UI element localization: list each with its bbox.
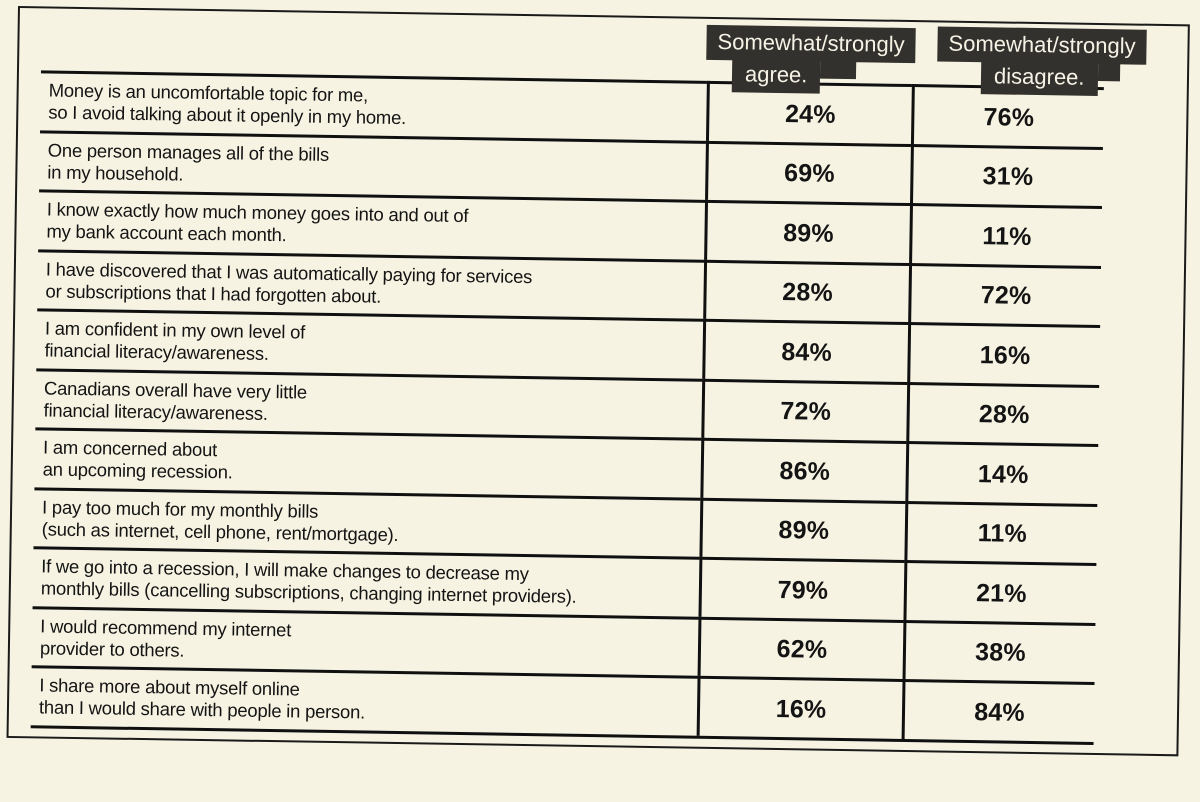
statement-cell: I know exactly how much money goes into and out of my bank account each month.	[38, 189, 705, 259]
disagree-value-cell: 38%	[903, 619, 1096, 682]
disagree-value-cell: 11%	[904, 500, 1097, 563]
disagree-value-cell: 21%	[903, 560, 1096, 623]
statement-cell: I pay too much for my monthly bills (such as internet, cell phone, rent/mortgage).	[34, 487, 701, 557]
agree-value-cell: 72%	[701, 378, 907, 441]
agree-value-cell: 28%	[703, 259, 909, 322]
statement-cell: One person manages all of the bills in my household.	[39, 130, 706, 200]
disagree-header-line2: disagree.	[981, 61, 1098, 96]
agree-header-line1: Somewhat/strongly	[706, 25, 916, 63]
statement-cell: I am concerned about an upcoming recession.	[34, 427, 701, 497]
disagree-header-line1: Somewhat/strongly	[937, 26, 1147, 64]
disagree-value-cell: 84%	[902, 679, 1095, 742]
agree-value-cell: 79%	[698, 557, 904, 620]
disagree-value-cell: 16%	[907, 322, 1100, 385]
column-header-disagree-badge	[937, 26, 1168, 97]
survey-table	[30, 70, 1104, 801]
statement-cell: Canadians overall have very little financial literacy/awareness.	[35, 368, 702, 438]
statement-cell: If we go into a recession, I will make changes to decrease my monthly bills (cancelling subscriptions, changing internet providers).	[33, 546, 700, 616]
agree-value-cell: 86%	[700, 438, 906, 501]
statement-cell: I would recommend my internet provider to others.	[32, 606, 699, 676]
statement-cell: I share more about myself online than I would share with people in person.	[31, 665, 698, 735]
disagree-value-cell: 11%	[909, 203, 1102, 266]
disagree-value-cell: 14%	[905, 441, 1098, 504]
statement-cell: I have discovered that I was automatically paying for services or subscriptions that I had forgotten about.	[37, 249, 704, 319]
survey-graphic-frame	[7, 6, 1190, 756]
agree-value-cell: 84%	[702, 319, 908, 382]
disagree-value-cell: 28%	[906, 382, 1099, 445]
agree-value-cell: 89%	[704, 200, 910, 263]
statement-cell: I am confident in my own level of financial literacy/awareness.	[36, 308, 703, 378]
agree-value-cell: 62%	[698, 616, 904, 679]
agree-value-cell: 89%	[699, 497, 905, 560]
agree-value-cell: 16%	[697, 676, 903, 739]
disagree-value-cell: 31%	[910, 144, 1103, 207]
disagree-value-cell: 72%	[908, 263, 1101, 326]
agree-value-cell: 24%	[706, 81, 912, 144]
agree-value-cell: 69%	[705, 140, 911, 203]
column-header-agree-badge	[706, 25, 937, 96]
statement-cell: Money is an uncomfortable topic for me, so I avoid talking about it openly in my home.	[40, 70, 707, 140]
agree-header-line2: agree.	[732, 59, 821, 94]
disagree-value-cell: 76%	[911, 84, 1104, 147]
